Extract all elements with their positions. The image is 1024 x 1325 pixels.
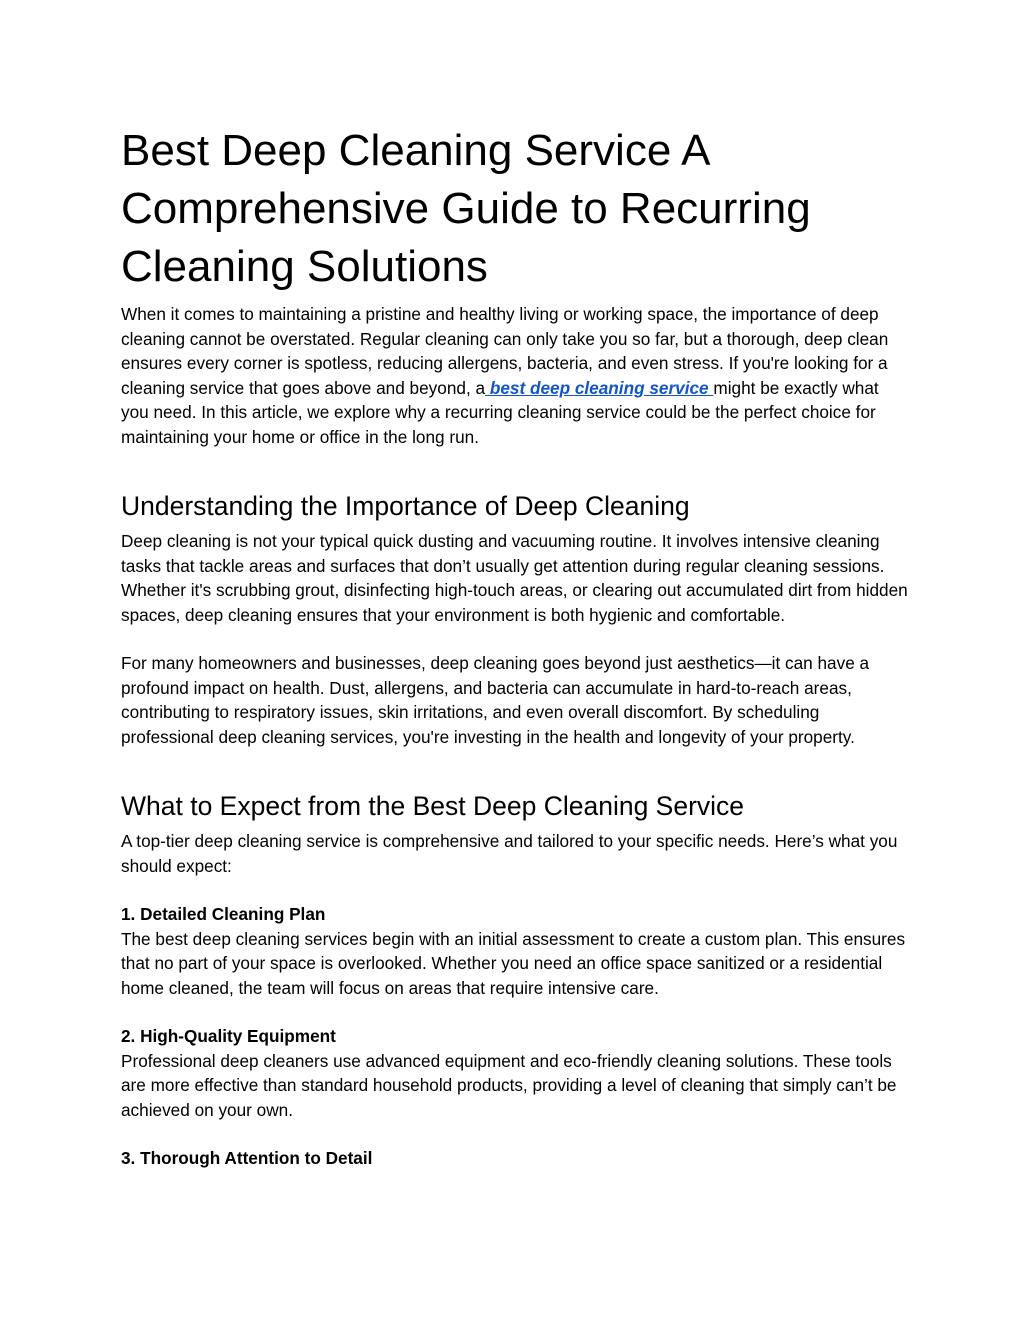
intro-text-before-link: When it comes to maintaining a pristine and healthy living or working space, the importance of deep cleaning cannot be overstated. Regular cleaning can only take you so far, but a thorough, deep clean ensures every corner is spotless, reducing allergens, bacteria, and even stress. If you're looking for a cleaning service that goes above and beyond, a — [121, 304, 889, 398]
intro-paragraph — [121, 302, 911, 449]
section-expect-intro-paragraph: A top-tier deep cleaning service is comprehensive and tailored to your specific needs. Here’s what you should expect: — [121, 831, 898, 876]
list-item-title: 3. Thorough Attention to Detail — [121, 1148, 373, 1168]
section-importance-paragraph-1: Deep cleaning is not your typical quick dusting and vacuuming routine. It involves intensive cleaning tasks that tackle areas and surfaces that don’t usually get attention during regular cleaning sessions. Whether it's scrubbing grout, disinfecting high-touch areas, or clearing out accumulated dirt from hidden spaces, deep cleaning ensures that your environment is both hygienic and comfortable. — [121, 531, 908, 625]
list-item-body: Professional deep cleaners use advanced equipment and eco-friendly cleaning solutions. These tools are more effective than standard household products, providing a level of cleaning that simply can’t be achieved on your own. — [121, 1050, 897, 1120]
best-deep-cleaning-service-link[interactable]: best deep cleaning service — [485, 377, 714, 398]
list-item-title: 1. Detailed Cleaning Plan — [121, 904, 326, 924]
title-line-3: Cleaning Solutions — [121, 242, 488, 291]
page-title — [121, 122, 911, 296]
section-importance-paragraph-2: For many homeowners and businesses, deep cleaning goes beyond just aesthetics—it can have a profound impact on health. Dust, allergens, and bacteria can accumulate in hard-to-reach areas, contributing to respiratory issues, skin irritations, and even overall discomfort. By scheduling professional deep cleaning services, you're investing in the health and longevity of your property. — [121, 653, 870, 747]
list-item — [121, 902, 911, 1000]
list-item-title: 2. High-Quality Equipment — [121, 1026, 336, 1046]
document-page — [121, 122, 911, 1171]
section-heading-what-to-expect: What to Expect from the Best Deep Cleaning Service — [121, 791, 745, 821]
list-item — [121, 1146, 911, 1171]
intro-text-after-link: might be exactly what you need. In this article, we explore why a recurring cleaning service could be the perfect choice for maintaining your home or office in the long run. — [121, 377, 879, 447]
section-heading-importance: Understanding the Importance of Deep Cleaning — [121, 491, 690, 521]
list-item — [121, 1024, 911, 1122]
title-line-2: Comprehensive Guide to Recurring — [121, 184, 811, 233]
title-line-1: Best Deep Cleaning Service A — [121, 126, 711, 175]
list-item-body: The best deep cleaning services begin with an initial assessment to create a custom plan. This ensures that no part of your space is overlooked. Whether you need an office space sanitized or a residential home cleaned, the team will focus on areas that require intensive care. — [121, 928, 906, 998]
